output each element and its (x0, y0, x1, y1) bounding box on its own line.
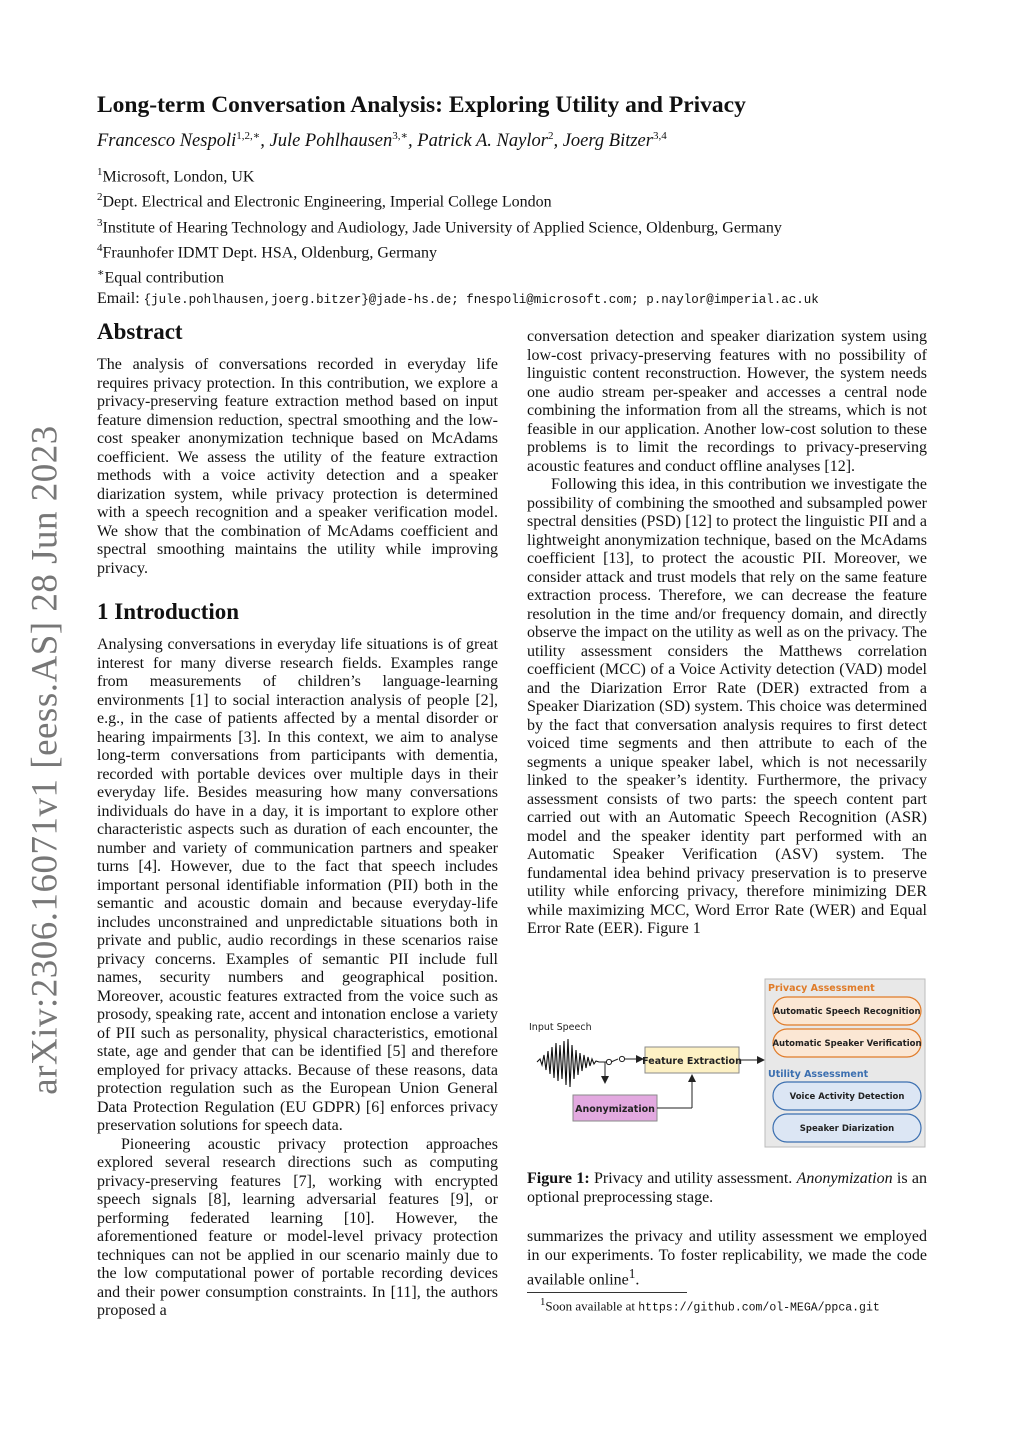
affiliation-sup: 3 (97, 216, 103, 229)
author-sup: 1,2,∗ (236, 130, 261, 142)
asr-label: Automatic Speech Recognition (773, 1007, 921, 1017)
right-column (527, 328, 927, 939)
footnote-rule (527, 1292, 687, 1293)
affiliation-text: Institute of Hearing Technology and Audiology, Jade University of Applied Science, Oldenburg, Germany (102, 218, 782, 236)
introduction-heading: 1 Introduction (97, 599, 240, 624)
paragraph-end: . (635, 1271, 640, 1289)
email-addresses[interactable]: {jule.pohlhausen,joerg.bitzer}@jade-hs.de; fnespoli@microsoft.com; p.naylor@imperial.ac.uk (143, 292, 819, 307)
affiliation (97, 238, 819, 263)
caption-text: is an optional preprocessing stage. (527, 1170, 928, 1206)
caption-emphasis: Anonymization (796, 1170, 893, 1187)
privacy-assessment-title: Privacy Assessment (768, 983, 875, 994)
feature-extraction-label: Feature Extraction (642, 1056, 742, 1067)
affiliation-sup: 1 (97, 166, 103, 178)
caption-label: Figure 1: (527, 1170, 590, 1187)
affiliation-text: Microsoft, London, UK (102, 168, 255, 186)
footnote-url[interactable]: https://github.com/ol-MEGA/ppca.git (638, 1301, 880, 1315)
author: Joerg Bitzer (562, 131, 653, 152)
affiliation (97, 162, 819, 187)
affiliations (97, 162, 819, 310)
affiliation (97, 213, 819, 238)
arxiv-id-text: arXiv:2306.16071v1 [eess.AS] 28 Jun 2023 (24, 425, 66, 1095)
input-speech-label: Input Speech (529, 1022, 592, 1033)
footnote (540, 1296, 880, 1314)
author: Jule Pohlhausen (269, 131, 393, 152)
affiliation-text: Dept. Electrical and Electronic Engineering, Imperial College London (102, 193, 552, 211)
footnote-sup: 1 (540, 1296, 546, 1308)
footnote-text: Soon available at (545, 1298, 639, 1314)
affiliation-sup: 4 (97, 241, 103, 254)
affiliation-sup: 2 (97, 191, 103, 204)
author-sup: 3,4 (652, 130, 667, 142)
speech-waveform (537, 1039, 599, 1087)
left-column (97, 318, 498, 1321)
right-paragraph-2: Following this idea, in this contribution we investigate the possibility of combining the smoothed and subsampled power spectral densities (PSD) [12] to protect the linguistic PII and a lightweight anonymization technique, based on the McAdams coefficient [13], to protect the acoustic PII. Moreover, we consider attack and trust models that rely on the same feature extraction process. Therefore, we can decrease the feature resolution in the time and/or frequency domain, and directly observe the impact on the utility as well as on the privacy. The utility assessment considers the Matthews correlation coefficient (MCC) of a Voice Activity detection (VAD) model and the Diarization Error Rate (DER) extracted from a Speaker Diarization (SD) system. This choice was determined by the fact that conversation analysis requires to first detect voiced time segments and then attribute to each of the segments a unique speaker label, which is not necessarily linked to the speaker’s identity. Furthermore, the privacy assessment consists of two parts: the speech content part carried out with an Automatic Speech Recognition (ASR) model and the speaker identity part performed with an Automatic Speaker Verification (ASV) system. The fundamental idea behind privacy preservation is to preserve utility while enforcing privacy, therefore minimizing DER while maximizing MCC, Word Error Rate (WER) and Equal Error Rate (EER). Figure 1 (527, 476, 927, 937)
arxiv-identifier (20, 425, 70, 1095)
email-label: Email: (97, 289, 140, 307)
caption-text: Privacy and utility assessment. (589, 1170, 797, 1187)
intro-paragraph-1: Analysing conversations in everyday life situations is of great interest for many diverse research fields. Examples range from measurements of children’s language-learning environments [1] to social interaction analysis of people [2], e.g., in the case of patients affected by a mental disorder or hearing impairments [3]. In this context, we aim to analyse long-term conversations from participants with dementia, recorded with portable devices over multiple days in their everyday life. Besides measuring how many conversations individuals do have in a day, it is important to explore other characteristic aspects such as duration of each encounter, the number and variety of communication partners and speaker turns [4]. However, due to the fact that speech includes important personal identifiable information (PII) both in the semantic and acoustic domain and because everyday-life includes unconstrained and unpredictable situations both in private and public, audio recordings in these scenarios raise privacy concerns. Examples of semantic PII include full names, security numbers and geographical position. Moreover, acoustic features extracted from the voice such as prosody, speaking rate, accent and intonation enclose a variety of PII such as personality, physical characteristics, emotional state, age and gender that can be identified [5] and therefore employed for privacy attacks. Because of these reasons, data protection regulation such as the European Union General Data Protection Regulation (EU GDPR) [6] enforces privacy preservation solutions for speech data. (97, 636, 498, 1134)
switch-node (606, 1059, 611, 1064)
author: Patrick A. Naylor (417, 131, 548, 152)
author-sup: 2 (547, 130, 554, 142)
utility-assessment-title: Utility Assessment (768, 1069, 869, 1080)
right-paragraph-3 (527, 1228, 927, 1290)
paragraph-text: summarizes the privacy and utility assessment we employed in our experiments. To foster replicability, we made the code available online (527, 1228, 927, 1289)
footnote-marker[interactable]: 1 (628, 1266, 636, 1281)
vad-label: Voice Activity Detection (789, 1092, 905, 1102)
abstract-heading: Abstract (97, 319, 183, 344)
paper-title: Long-term Conversation Analysis: Exploring Utility and Privacy (97, 92, 746, 118)
right-paragraph-1: conversation detection and speaker diarization system using low-cost privacy-preserving features with no possibility of linguistic content reconstruction. However, the system needs one audio stream per-speaker and accesses a central node combining the information from all the streams, which is not feasible in our application. Another low-cost solution to these problems is to limit the recordings to privacy-preserving acoustic features and conduct offline analyses [12]. (527, 328, 927, 475)
intro-paragraph-2: Pioneering acoustic privacy protection approaches explored several research directions such as computing privacy-preserving features [7], working with encrypted speech signals [8], learning adversarial features [9], or performing federated learning [10]. However, the aforementioned feature or model-level privacy protection techniques can not be applied in our scenario mainly due to the low computational power of portable recording devices and their power consumption constraints. In [11], the authors proposed a (97, 1135, 498, 1319)
email-line (97, 289, 819, 310)
affiliation (97, 187, 819, 212)
affiliation-sup: ∗ (97, 267, 105, 280)
switch-node (619, 1056, 624, 1061)
affiliation-text: Equal contribution (104, 269, 225, 287)
figure-1-diagram (527, 975, 927, 1155)
affiliation-text: Fraunhofer IDMT Dept. HSA, Oldenburg, Germany (102, 244, 437, 262)
affiliation (97, 263, 819, 288)
author-sup: 3,∗ (392, 130, 409, 142)
figure-1-caption (527, 1170, 927, 1207)
asv-label: Automatic Speaker Verification (772, 1039, 922, 1049)
anonymization-label: Anonymization (575, 1104, 655, 1115)
abstract-text: The analysis of conversations recorded in everyday life requires privacy protection. In this contribution, we explore a privacy-preserving feature extraction method based on input feature dimension reduction, spectral smoothing and the low-cost speaker anonymization technique based on McAdams coefficient. We assess the utility of the feature extraction methods with a voice activity detection and a speaker diarization system, while privacy protection is determined with a speech recognition and a speaker verification model. We show that the combination of McAdams coefficient and spectral smoothing maintains the utility while improving privacy. (97, 356, 498, 577)
sd-label: Speaker Diarization (799, 1124, 895, 1134)
author-list: Francesco Nespoli$^{1,2,∗}$, Jule Pohlhausen$^{3,∗}$, Patrick A. Naylor$^2$, Joerg Bitzer$^{3,4}$ (97, 130, 667, 152)
author: Francesco Nespoli (97, 131, 237, 152)
